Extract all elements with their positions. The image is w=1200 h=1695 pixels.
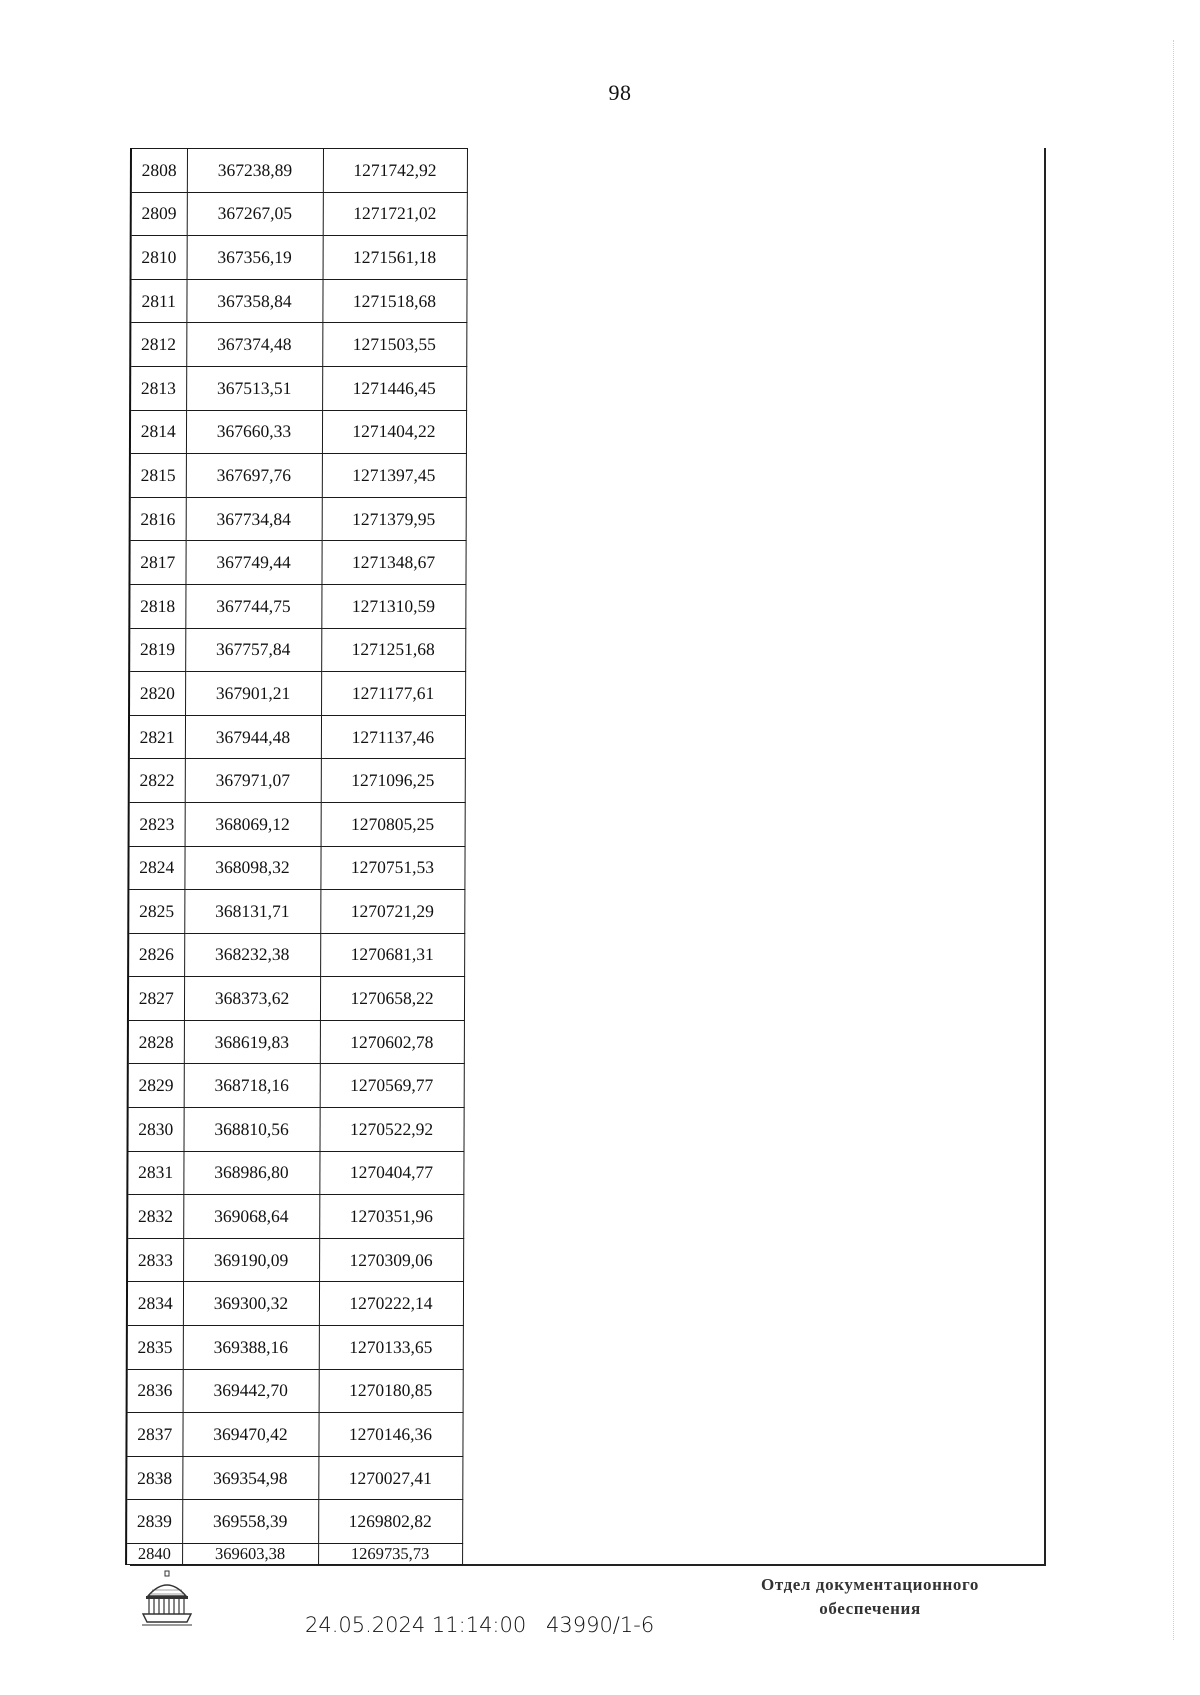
duma-emblem-icon	[138, 1570, 196, 1628]
y-coordinate-cell: 1270721,29	[320, 890, 464, 934]
y-coordinate-cell: 1270805,25	[321, 802, 465, 846]
table-row	[126, 1456, 462, 1500]
table-row	[130, 279, 466, 323]
table-row	[126, 1413, 462, 1457]
x-coordinate-cell: 368069,12	[185, 802, 321, 846]
table-row	[130, 366, 466, 410]
y-coordinate-cell: 1270309,06	[319, 1238, 463, 1282]
x-coordinate-cell: 369068,64	[183, 1195, 319, 1239]
y-coordinate-cell: 1271397,45	[322, 454, 466, 498]
x-coordinate-cell: 368718,16	[184, 1064, 320, 1108]
point-number-cell: 2824	[128, 846, 184, 890]
table-row	[127, 1282, 463, 1326]
table-row	[127, 1326, 463, 1370]
point-number-cell: 2830	[127, 1108, 183, 1152]
table-row	[129, 715, 465, 759]
table-row	[127, 1238, 463, 1282]
point-number-cell: 2816	[130, 497, 186, 541]
point-number-cell: 2813	[130, 366, 186, 410]
table-row	[126, 1544, 462, 1565]
x-coordinate-cell: 367267,05	[187, 192, 323, 236]
x-coordinate-cell: 368986,80	[183, 1151, 319, 1195]
point-number-cell: 2825	[128, 890, 184, 934]
x-coordinate-cell: 367356,19	[187, 236, 323, 280]
point-number-cell: 2839	[126, 1500, 182, 1544]
x-coordinate-cell: 367734,84	[186, 497, 322, 541]
table-row	[130, 497, 466, 541]
table-row	[126, 1500, 462, 1544]
point-number-cell: 2831	[127, 1151, 183, 1195]
x-coordinate-cell: 367660,33	[186, 410, 322, 454]
point-number-cell: 2817	[129, 541, 185, 585]
table-row	[129, 672, 465, 716]
point-number-cell: 2833	[127, 1238, 183, 1282]
y-coordinate-cell: 1270522,92	[319, 1108, 463, 1152]
point-number-cell: 2823	[129, 802, 185, 846]
x-coordinate-cell: 369558,39	[182, 1500, 318, 1544]
y-coordinate-cell: 1271503,55	[322, 323, 466, 367]
point-number-cell: 2835	[127, 1326, 183, 1370]
x-coordinate-cell: 368619,83	[184, 1020, 320, 1064]
x-coordinate-cell: 369388,16	[183, 1326, 319, 1370]
point-number-cell: 2840	[126, 1544, 182, 1565]
table-row	[128, 977, 464, 1021]
table-row	[129, 584, 465, 628]
scan-edge-marks	[1173, 40, 1182, 1640]
point-number-cell: 2834	[127, 1282, 183, 1326]
x-coordinate-cell: 368373,62	[184, 977, 320, 1021]
table-row	[130, 323, 466, 367]
table-row	[129, 759, 465, 803]
y-coordinate-cell: 1271310,59	[321, 584, 465, 628]
point-number-cell: 2820	[129, 672, 185, 716]
point-number-cell: 2821	[129, 715, 185, 759]
x-coordinate-cell: 367697,76	[186, 454, 322, 498]
table-row	[129, 802, 465, 846]
x-coordinate-cell: 369354,98	[182, 1456, 318, 1500]
x-coordinate-cell: 367374,48	[186, 323, 322, 367]
point-number-cell: 2814	[130, 410, 186, 454]
y-coordinate-cell: 1269735,73	[318, 1544, 462, 1565]
table-row	[127, 1369, 463, 1413]
y-coordinate-cell: 1271379,95	[322, 497, 466, 541]
x-coordinate-cell: 368810,56	[183, 1108, 319, 1152]
table-row	[130, 410, 466, 454]
x-coordinate-cell: 367971,07	[185, 759, 321, 803]
x-coordinate-cell: 369442,70	[183, 1369, 319, 1413]
y-coordinate-cell: 1269802,82	[318, 1500, 462, 1544]
y-coordinate-cell: 1270751,53	[320, 846, 464, 890]
department-line-1: Отдел документационного	[761, 1575, 979, 1594]
y-coordinate-cell: 1270351,96	[319, 1195, 463, 1239]
footer-document-number: 43990/1-6	[546, 1613, 655, 1637]
coordinates-table-body	[126, 149, 467, 1565]
point-number-cell: 2815	[130, 454, 186, 498]
table-row	[128, 933, 464, 977]
y-coordinate-cell: 1271137,46	[321, 715, 465, 759]
x-coordinate-cell: 367238,89	[187, 149, 323, 193]
table-row	[131, 192, 467, 236]
table-row	[128, 1020, 464, 1064]
point-number-cell: 2832	[127, 1195, 183, 1239]
y-coordinate-cell: 1271446,45	[322, 366, 466, 410]
y-coordinate-cell: 1270027,41	[318, 1456, 462, 1500]
coordinates-table	[125, 148, 467, 1565]
y-coordinate-cell: 1270602,78	[320, 1020, 464, 1064]
y-coordinate-cell: 1271348,67	[321, 541, 465, 585]
x-coordinate-cell: 369470,42	[182, 1413, 318, 1457]
department-line-2: обеспечения	[819, 1599, 921, 1618]
x-coordinate-cell: 367513,51	[186, 366, 322, 410]
y-coordinate-cell: 1270133,65	[319, 1326, 463, 1370]
y-coordinate-cell: 1270658,22	[320, 977, 464, 1021]
point-number-cell: 2828	[128, 1020, 184, 1064]
x-coordinate-cell: 369300,32	[183, 1282, 319, 1326]
y-coordinate-cell: 1270146,36	[318, 1413, 462, 1457]
y-coordinate-cell: 1270180,85	[319, 1369, 463, 1413]
x-coordinate-cell: 369190,09	[183, 1238, 319, 1282]
x-coordinate-cell: 367749,44	[185, 541, 321, 585]
x-coordinate-cell: 368232,38	[184, 933, 320, 977]
y-coordinate-cell: 1271096,25	[321, 759, 465, 803]
point-number-cell: 2808	[131, 149, 187, 193]
y-coordinate-cell: 1271742,92	[323, 149, 467, 193]
point-number-cell: 2829	[128, 1064, 184, 1108]
point-number-cell: 2819	[129, 628, 185, 672]
table-row	[131, 149, 467, 193]
table-row	[128, 846, 464, 890]
y-coordinate-cell: 1271721,02	[323, 192, 467, 236]
table-row	[129, 628, 465, 672]
y-coordinate-cell: 1271177,61	[321, 672, 465, 716]
x-coordinate-cell: 367757,84	[185, 628, 321, 672]
point-number-cell: 2838	[126, 1456, 182, 1500]
x-coordinate-cell: 367358,84	[186, 279, 322, 323]
table-row	[128, 890, 464, 934]
point-number-cell: 2809	[131, 192, 187, 236]
y-coordinate-cell: 1271251,68	[321, 628, 465, 672]
x-coordinate-cell: 367901,21	[185, 672, 321, 716]
point-number-cell: 2836	[127, 1369, 183, 1413]
table-row	[129, 541, 465, 585]
x-coordinate-cell: 369603,38	[182, 1544, 318, 1565]
table-row	[131, 236, 467, 280]
y-coordinate-cell: 1271518,68	[322, 279, 466, 323]
y-coordinate-cell: 1270681,31	[320, 933, 464, 977]
y-coordinate-cell: 1271561,18	[323, 236, 467, 280]
footer-datetime: 24.05.2024 11:14:00	[305, 1613, 527, 1637]
y-coordinate-cell: 1270569,77	[320, 1064, 464, 1108]
point-number-cell: 2822	[129, 759, 185, 803]
table-row	[130, 454, 466, 498]
point-number-cell: 2818	[129, 584, 185, 628]
x-coordinate-cell: 368098,32	[184, 846, 320, 890]
table-row	[127, 1108, 463, 1152]
point-number-cell: 2811	[130, 279, 186, 323]
point-number-cell: 2827	[128, 977, 184, 1021]
x-coordinate-cell: 368131,71	[184, 890, 320, 934]
y-coordinate-cell: 1271404,22	[322, 410, 466, 454]
y-coordinate-cell: 1270404,77	[319, 1151, 463, 1195]
department-stamp	[700, 1573, 1040, 1621]
table-row	[128, 1064, 464, 1108]
point-number-cell: 2826	[128, 933, 184, 977]
point-number-cell: 2812	[130, 323, 186, 367]
y-coordinate-cell: 1270222,14	[319, 1282, 463, 1326]
x-coordinate-cell: 367944,48	[185, 715, 321, 759]
table-row	[127, 1151, 463, 1195]
point-number-cell: 2810	[131, 236, 187, 280]
page-number: 98	[608, 80, 632, 105]
x-coordinate-cell: 367744,75	[185, 584, 321, 628]
table-row	[127, 1195, 463, 1239]
point-number-cell: 2837	[126, 1413, 182, 1457]
